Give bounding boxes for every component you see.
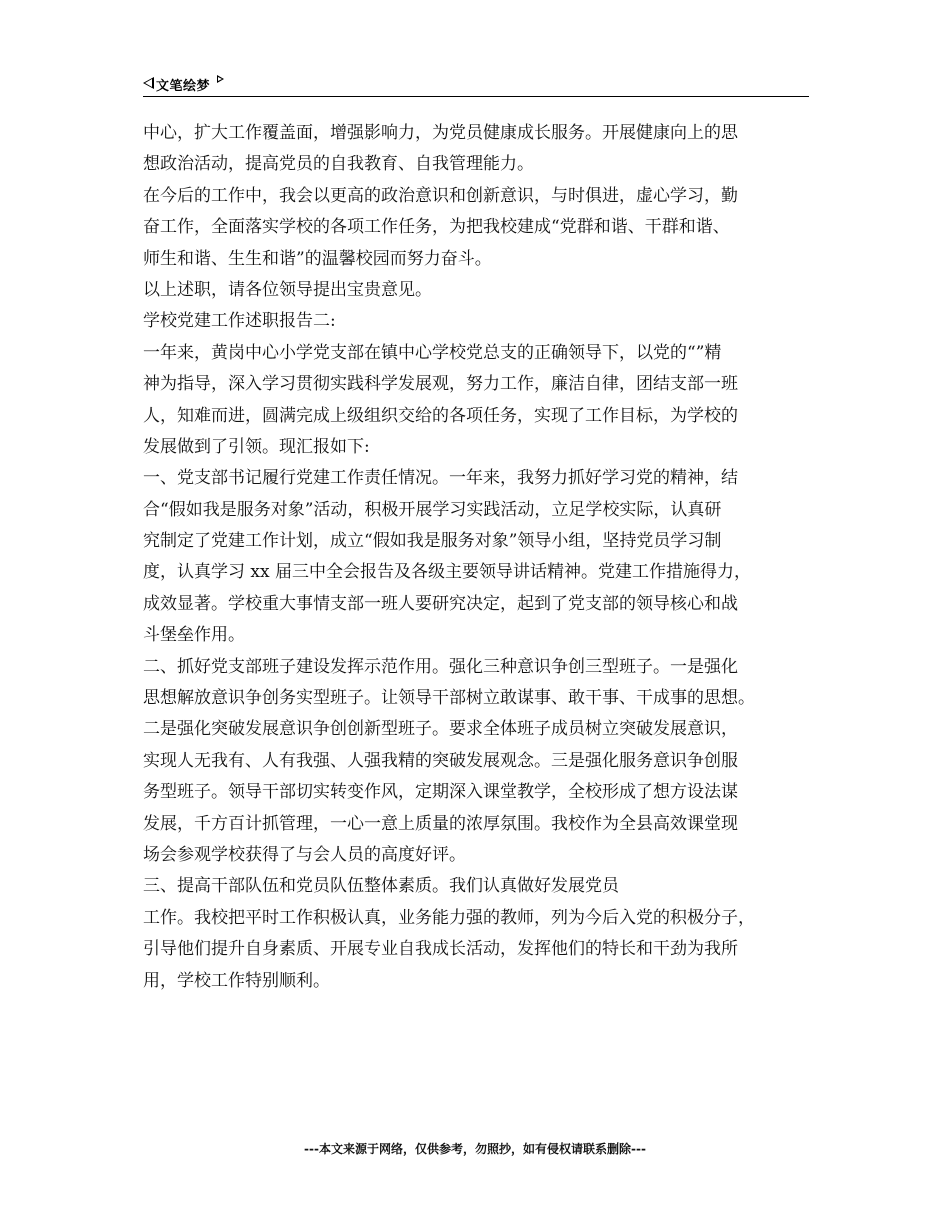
text-line: 人，知难而进，圆满完成上级组织交给的各项任务，实现了工作目标，为学校的: [143, 405, 738, 426]
text-line: 中心，扩大工作覆盖面，增强影响力，为党员健康成长服务。开展健康向上的思: [143, 123, 738, 143]
text-line: 合“假如我是服务对象”活动，积极开展学习实践活动，立足学校实际，认真研: [143, 499, 722, 520]
text-line: 成效显著。学校重大事情支部一班人要研究决定，起到了党支部的领导核心和战: [143, 593, 738, 614]
text-line: 二是强化突破发展意识争创创新型班子。要求全体班子成员树立突破发展意识，: [143, 719, 738, 740]
triangle-right-icon: [217, 75, 224, 83]
text-line: 实现人无我有、人有我强、人强我精的突破发展观念。三是强化服务意识争创服: [143, 750, 738, 771]
text-line: 神为指导，深入学习贯彻实践科学发展观，努力工作，廉洁自律，团结支部一班: [143, 374, 738, 395]
footer-disclaimer: ---本文来源于网络，仅供参考，勿照抄，如有侵权请联系删除---: [304, 1142, 646, 1156]
text-line: 一年来，黄岗中心小学党支部在镇中心学校党总支的正确领导下，以党的“”精: [143, 342, 722, 363]
text-line: 想政治活动，提高党员的自我教育、自我管理能力。: [143, 154, 534, 175]
text-line: 师生和谐、生生和谐”的温馨校园而努力奋斗。: [143, 248, 492, 269]
text-line: 发展做到了引领。现汇报如下:: [143, 436, 370, 457]
document-body: [143, 118, 823, 997]
text-line: 度，认真学习 xx 届三中全会报告及各级主要领导讲话精神。党建工作措施得力，: [143, 562, 751, 583]
text-line: 在今后的工作中，我会以更高的政治意识和创新意识，与时俱进，虚心学习，勤: [143, 185, 738, 206]
text-line: 场会参观学校获得了与会人员的高度好评。: [143, 844, 466, 865]
text-line: 二、抓好党支部班子建设发挥示范作用。强化三种意识争创三型班子。一是强化: [143, 656, 738, 677]
text-line: 发展，千方百计抓管理，一心一意上质量的浓厚氛围。我校作为全县高效课堂现: [143, 813, 738, 834]
section-title: 学校党建工作述职报告二:: [143, 311, 336, 332]
triangle-left-icon: [143, 77, 154, 89]
text-line: 三、提高干部队伍和党员队伍整体素质。我们认真做好发展党员: [143, 876, 619, 897]
page-header: [143, 72, 809, 97]
text-line: 究制定了党建工作计划，成立“假如我是服务对象”领导小组，坚持党员学习制: [143, 531, 722, 552]
text-line: 以上述职，请各位领导提出宝贵意见。: [143, 279, 432, 300]
text-line: 务型班子。领导干部切实转变作风，定期深入课堂教学，全校形成了想方设法谋: [143, 782, 738, 803]
text-line: 工作。我校把平时工作积极认真，业务能力强的教师，列为今后入党的积极分子，: [143, 907, 755, 928]
text-line: 奋工作，全面落实学校的各项工作任务，为把我校建成“党群和谐、干群和谐、: [143, 217, 730, 238]
text-line: 斗堡垒作用。: [143, 625, 245, 646]
text-line: 思想解放意识争创务实型班子。让领导干部树立敢谋事、敢干事、干成事的思想。: [143, 688, 755, 709]
text-line: 引导他们提升自身素质、开展专业自我成长活动，发挥他们的特长和干劲为我所: [143, 939, 738, 960]
text-line: 一、党支部书记履行党建工作责任情况。一年来，我努力抓好学习党的精神，结: [143, 468, 738, 489]
header-brand: 文笔绘梦: [156, 79, 211, 94]
text-line: 用，学校工作特别顺利。: [143, 970, 330, 991]
